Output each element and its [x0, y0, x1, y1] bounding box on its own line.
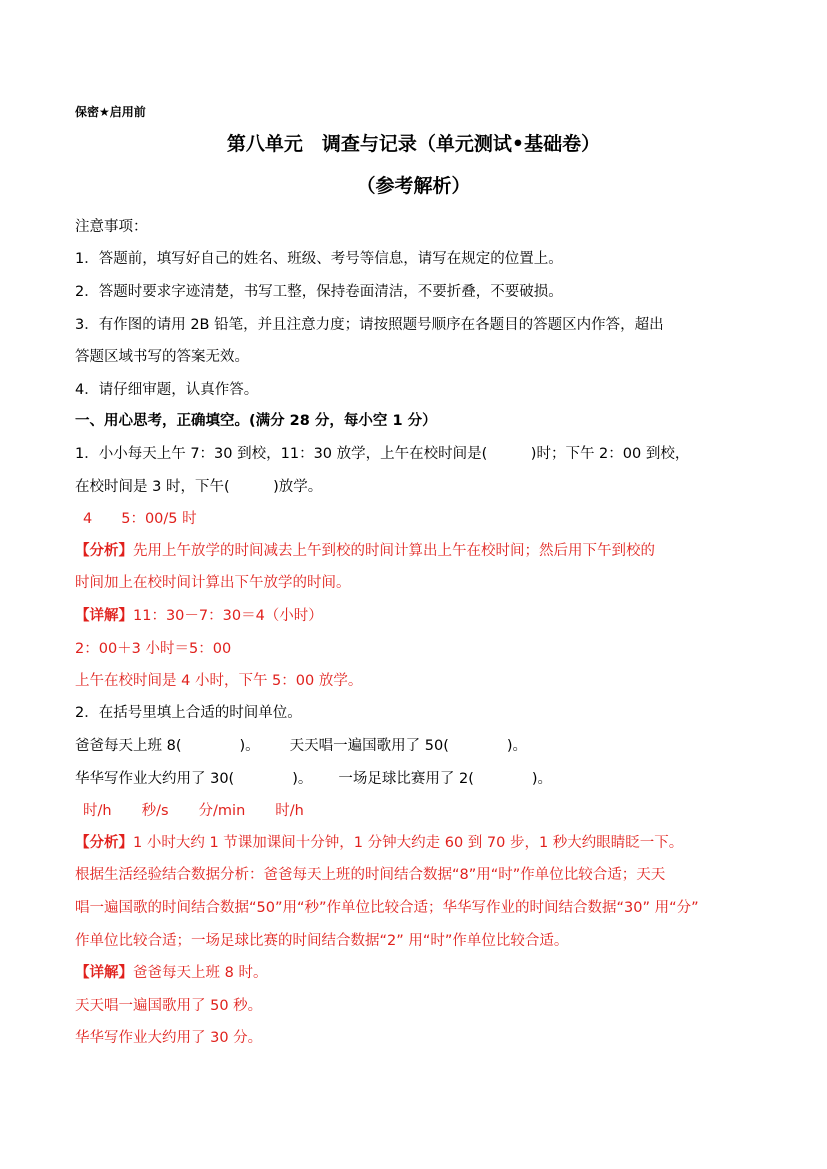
question-1-line: 1．小小每天上午 7：30 到校，11：30 放学，上午在校时间是( )时；下午 2：00 到校，: [75, 446, 690, 462]
question-2-line: [75, 769, 552, 789]
question-2-answers: [83, 801, 304, 821]
notice-heading: 注意事项：: [75, 219, 148, 235]
answer-item: 分/min: [198, 803, 246, 819]
question-2-analysis: [75, 833, 683, 853]
notice-item: 4．请仔细审题，认真作答。: [75, 382, 259, 398]
detail-tag: 【详解】: [75, 608, 133, 624]
question-2-analysis-cont: 根据生活经验结合数据分析：爸爸每天上班的时间结合数据“8”用“时”作单位比较合适；天天: [75, 867, 666, 883]
page-title: 第八单元 调查与记录（单元测试•基础卷）: [226, 133, 601, 155]
analysis-text: 1 小时大约 1 节课加课间十分钟，1 分钟大约走 60 到 70 步，1 秒大约眼睛眨一下。: [133, 835, 684, 851]
question-1-answer: 4 5：00/5 时: [83, 511, 197, 527]
page-subtitle: （参考解析）: [356, 175, 471, 197]
question-1-line: 在校时间是 3 时，下午( )放学。: [75, 479, 323, 495]
notice-item: 2．答题时要求字迹清楚，书写工整，保持卷面清洁，不要折叠，不要破损。: [75, 284, 563, 300]
answer-item: 时/h: [83, 803, 112, 819]
question-2-detail: [75, 963, 267, 983]
section-heading: 一、用心思考，正确填空。(满分 28 分，每小空 1 分）: [75, 413, 437, 429]
question-2-item: 华华写作业大约用了 30( )。: [75, 771, 313, 787]
detail-text: 11：30－7：30＝4（小时）: [133, 608, 323, 624]
analysis-tag: 【分析】: [75, 543, 133, 559]
question-2-line: [75, 736, 527, 756]
question-2-item: 爸爸每天上班 8( )。: [75, 738, 260, 754]
question-2-analysis-cont: 作单位比较合适；一场足球比赛的时间结合数据“2” 用“时”作单位比较合适。: [75, 933, 569, 949]
analysis-text: 先用上午放学的时间减去上午到校的时间计算出上午在校时间；然后用下午到校的: [133, 543, 655, 559]
confidential-label: 保密★启用前: [75, 105, 146, 119]
detail-tag: 【详解】: [75, 965, 133, 981]
analysis-tag: 【分析】: [75, 835, 133, 851]
question-2-line: 2．在括号里填上合适的时间单位。: [75, 705, 302, 721]
question-2-detail-cont: 华华写作业大约用了 30 分。: [75, 1030, 263, 1046]
question-2-item: 天天唱一遍国歌用了 50( )。: [289, 738, 528, 754]
notice-item: 答题区域书写的答案无效。: [75, 349, 249, 365]
question-2-item: 一场足球比赛用了 2( )。: [338, 771, 553, 787]
question-1-detail-cont: 2：00＋3 小时＝5：00: [75, 641, 232, 657]
question-2-analysis-cont: 唱一遍国歌的时间结合数据“50”用“秒”作单位比较合适；华华写作业的时间结合数据“30” 用“分”: [75, 900, 699, 916]
question-1-analysis-cont: 时间加上在校时间计算出下午放学的时间。: [75, 575, 351, 591]
notice-item: 1．答题前，填写好自己的姓名、班级、考号等信息，请写在规定的位置上。: [75, 251, 563, 267]
question-1-detail: [75, 606, 323, 626]
answer-item: 秒/s: [141, 803, 169, 819]
detail-text: 爸爸每天上班 8 时。: [133, 965, 268, 981]
question-2-detail-cont: 天天唱一遍国歌用了 50 秒。: [75, 998, 263, 1014]
question-1-analysis: [75, 541, 655, 561]
question-1-detail-cont: 上午在校时间是 4 小时，下午 5：00 放学。: [75, 673, 363, 689]
answer-item: 时/h: [275, 803, 304, 819]
notice-item: 3．有作图的请用 2B 铅笔，并且注意力度；请按照题号顺序在各题目的答题区内作答，超出: [75, 317, 664, 333]
